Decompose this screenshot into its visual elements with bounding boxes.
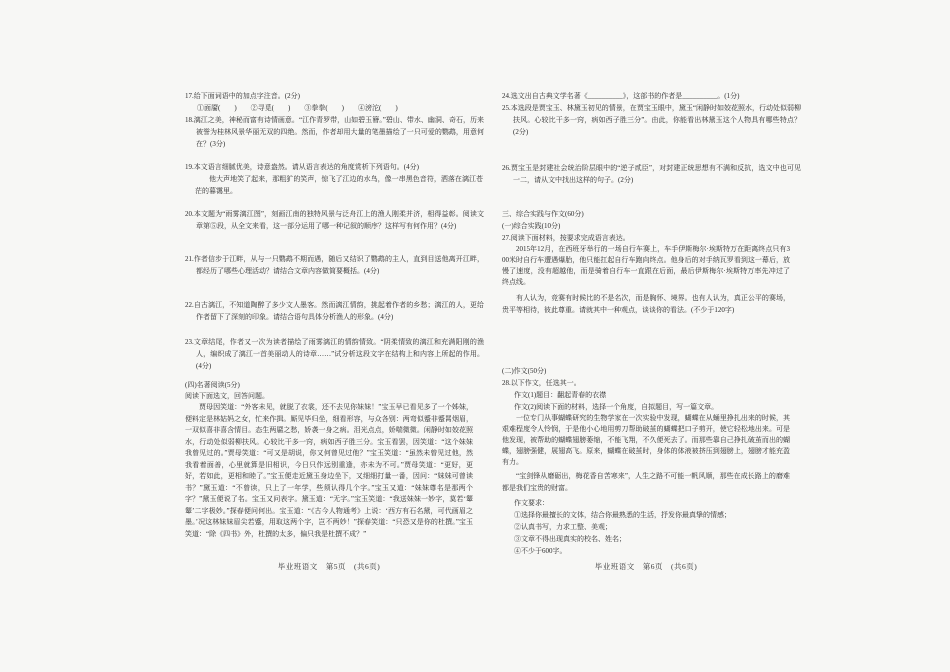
essay-option-2-quote: “宝剑锋从磨砺出，梅花香自苦寒来”，人生之路不可能一帆风顺，那些在成长路上的磨难都是我们宝贵的财富。 <box>502 472 790 492</box>
question-27-material: 2015年12月，在西班牙举行的一场自行车赛上，车手伊斯梅尔·埃斯特万在距离终点只有300米时自行车遭遇爆胎，他只能扛起自行车跑向终点。他身后的对手纳瓦罗看到这一幕后，放慢了速度，没有超越他，而是骑着自行车一直跟在后面，最后伊斯梅尔·埃斯特万率先冲过了终点线。 <box>502 245 790 286</box>
question-26: 26.贾宝玉是封建社会统治阶层眼中的“逆子贰臣”，对封建正统思想有不满和反抗，选文中也可见一二，请从文中找出这样的句子。(2分) <box>502 164 801 184</box>
page-footer-5: 毕业班语文 第5页 (共6页) <box>277 562 381 571</box>
essay-option-2: 作文(2)阅读下面的材料，选择一个角度，自拟题目，写一篇文章。 <box>514 403 719 411</box>
essay-requirements-title: 作文要求： <box>514 499 549 507</box>
question-28: 28.以下作文，任选其一。 <box>502 379 581 387</box>
question-21: 21.作者信步于江畔，从与一只鹦鹉不期而遇，随后又结识了鹦鹉的主人，直到目送他离开江畔，都经历了哪些心理活动？请结合文章内容做简要概括。(4分) <box>185 255 484 275</box>
question-23: 23.文章结尾，作者又一次为读者描绘了雨雾漓江的情韵情致。“阴柔情致的漓江和充满阳刚的渔人，编织成了漓江一首美丽动人的诗章……”试分析这段文字在结构上和内容上所起的作用。(4分) <box>185 338 484 370</box>
part-3-title: 三、综合实践与作文(60分) <box>502 210 584 218</box>
page-footer-6: 毕业班语文 第6页 (共6页) <box>594 562 698 571</box>
question-20: 20.本文题为“雨雾漓江图”，刻画江南的独特风景与泛舟江上的渔人刚柔并济，相得益彰。阅读文章第⑤段，从全文来看，这一部分运用了哪一种记叙的顺序？这样写有何作用？(4分) <box>185 210 484 230</box>
essay-requirement-item: ④不少于600字。 <box>514 547 567 555</box>
question-19: 19.本文语言细腻优美，诗意盎然。请从语言表达的角度赏析下列语句。(4分) <box>185 163 419 171</box>
part-3-essay-heading: (二)作文(50分) <box>502 367 547 375</box>
section-4-instruction: 阅读下面选文，回答问题。 <box>185 392 269 400</box>
question-17: 17.给下面词语中的加点字注音。(2分) <box>185 92 300 100</box>
question-27: 27.阅读下面材料，按要求完成语言表达。 <box>502 234 630 242</box>
essay-requirement-item: ②认真书写，力求工整、美观； <box>514 523 612 531</box>
section-4-title: (四)名著阅读(5分) <box>185 381 240 389</box>
essay-option-1: 作文(1)题目：翻起青春的衣襟 <box>514 391 607 399</box>
question-17-options: ①面靥( ) ②寻觅( ) ③拳拳( ) ④滂沱( ) <box>197 104 398 112</box>
question-22: 22.自古漓江，不知道陶醉了多少文人墨客。然而漓江情韵，挑起着作者的乡愁；漓江的人，更给作者留下了深刻的印象。请结合语句具体分析渔人的形象。(4分) <box>185 301 484 321</box>
reading-passage: 贾母因笑道：“外客未见，就脱了衣裳，还不去见你妹妹！”宝玉早已看见多了一个姊妹，便料定是林姑妈之女，忙来作揖。厮见毕归坐，细看形容，与众各别：两弯似蹙非蹙罥烟眉，一双似喜非喜含情目。态生两靥之愁，娇袭一身之病。泪光点点，娇喘微微。闲静时如姣花照水，行动处似弱柳扶风。心较比干多一窍，病如西子胜三分。宝玉看罢，因笑道：“这个妹妹我曾见过的。”贾母笑道：“可又是胡说，你又何曾见过他？”宝玉笑道：“虽然未曾见过他，然我看着面善，心里就算是旧相识，今日只作远别重逢，亦未为不可。”贾母笑道：“更好，更好，若如此，更相和睦了。”宝玉便走近黛玉身边坐下，又细细打量一番，因问：“妹妹可曾读书？”黛玉道：“不曾读，只上了一年学，些须认得几个字。”宝玉又道：“妹妹尊名是那两个字？”黛玉便说了名。宝玉又问表字。黛玉道：“无字。”宝玉笑道：“我送妹妹一妙字，莫若‘颦颦’二字极妙。”探春便问何出。宝玉道：“《古今人物通考》上说：‘西方有石名黛，可代画眉之墨。’况这林妹妹眉尖若蹙，用取这两个字，岂不两妙！”探春笑道：“只恐又是你的杜撰。”宝玉笑道：“除《四书》外，杜撰的太多，偏只我是杜撰不成？” <box>185 403 473 538</box>
question-19-quote: 他大声地笑了起来，那粗犷的笑声，惊飞了江边的水鸟，像一串黑色音符，洒落在漓江苍茫的暮霭里。 <box>195 175 483 195</box>
essay-option-2-material: 一位专门从事蝴蝶研究的生物学家在一次实验中发现，蝴蝶在从蛹里挣扎出来的时候，其艰难程度令人怜悯，于是他小心地用剪刀帮助破茧的蝴蝶把口子剪开，使它轻松地出来。可是他发现，被帮助的蝴蝶翅膀萎缩，不能飞翔，不久便死去了。而那些靠自己挣扎破茧而出的蝴蝶，翅膀强健，展翅高飞。原来，蝴蝶在破茧时，身体的体液被挤压到翅膀上，翅膀才能充盈有力。 <box>502 414 790 466</box>
question-24: 24.选文出自古典文学名著《__________》，这部书的作者是__________。(1分) <box>502 92 740 100</box>
question-27-prompt: 有人认为，竞赛有时候比的不是名次，而是胸怀、境界。也有人认为，真正公平的赛场，贵平等相待，彼此尊重。请就其中一种观点，谈谈你的看法。(不少于120字) <box>502 294 790 314</box>
essay-requirement-item: ①选择你最擅长的文体，结合你最熟悉的生活，抒发你最真挚的情感； <box>514 511 731 519</box>
question-18: 18.漓江之美，神秘而富有诗情画意。“江作青罗带，山如碧玉簪。”碧山、带水、幽洞、奇石，历来被誉为桂林风景华丽无双的四绝。然而，作者却用大量的笔墨描绘了一只可爱的鹦鹉，用意何在？(3分) <box>185 116 484 148</box>
part-3-practice-heading: (一)综合实践(10分) <box>502 222 561 230</box>
question-25: 25.本选段是贾宝玉、林黛玉初见的情景，在贾宝玉眼中，黛玉“闲静时如姣花照水，行动处似弱柳扶风。心较比干多一窍，病如西子胜三分”。由此，你能看出林黛玉这个人物具有哪些特点？(2分) <box>502 104 801 136</box>
essay-requirement-item: ③文章不得出现真实的校名、姓名； <box>514 535 626 543</box>
